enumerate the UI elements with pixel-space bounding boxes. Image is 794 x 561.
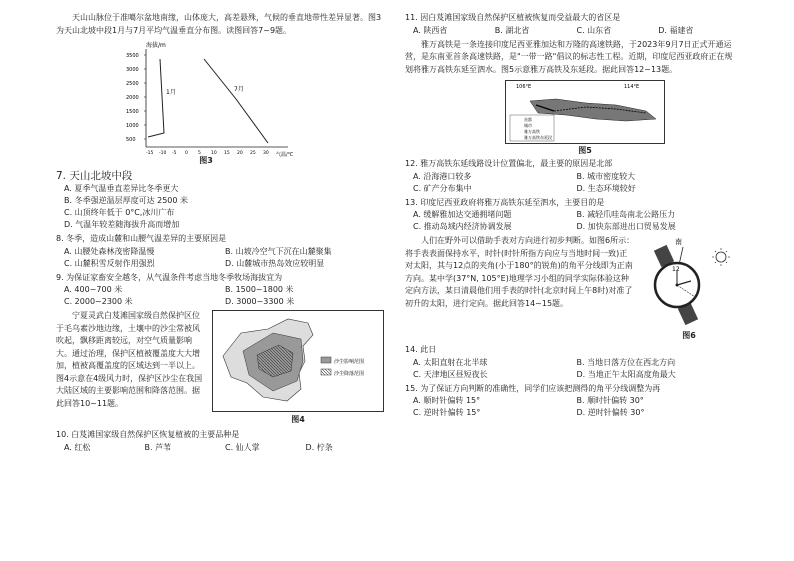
q10-option-a[interactable]: A. 红松 [64,442,91,452]
q15-stem: 15. 为了保证方向判断的准确性，同学们应该把测得的角平分线调整为再 [405,383,661,393]
fig3-xtick: 30 [263,151,269,156]
fig3-xtick: 15 [224,151,230,156]
q13-option-a[interactable]: A. 缓解雅加达交通拥堵问题 [413,210,512,219]
legend-capital: 首都 [524,117,532,122]
q11-option-c[interactable]: C. 山东省 [576,25,612,35]
q15-option-c[interactable]: C. 逆时针偏转 15° [413,408,481,417]
q7-option-a[interactable]: A. 夏季气温垂直差异比冬季更大 [64,184,179,193]
q13-options [405,209,740,233]
passage-baijitan-block [56,310,386,425]
fig3-xtick: -10 [159,151,167,156]
q9-option-a[interactable]: A. 400~700 米 [64,285,123,294]
q15-option-a[interactable]: A. 顺时针偏转 15° [413,396,481,405]
passage-tianshan: 天山山脉位于准噶尔盆地南缘，山体庞大，高差悬殊，气候的垂直地带性差异显著。图3为天山北坡中段1月与7月平均气温垂直分布图。读图回答7~9题。 [56,13,382,35]
fig3-ytick: 500 [126,137,136,143]
q10-option-b[interactable]: B. 芦苇 [144,442,172,452]
q9-option-c[interactable]: C. 2000~2300 米 [64,297,133,306]
fig3-ytick: 3500 [126,53,139,59]
q8-options [56,246,386,270]
fig3-ytick: 1500 [126,109,139,115]
q9-option-d[interactable]: D. 3000~3300 米 [225,297,295,306]
fig5-caption: 图5 [578,146,592,155]
south-label: 南 [675,238,682,246]
lon-114: 114°E [624,84,640,90]
q8-option-a[interactable]: A. 山腰处森林茂密降温慢 [64,246,155,256]
fig3-xtick: -15 [146,151,154,156]
java-railway-map [505,80,665,144]
q12-stem: 12. 雅万高铁东延线路设计位置偏北，最主要的原因是北部 [405,159,613,168]
watch-diagram [639,235,739,330]
fig3-ytick: 1000 [126,123,139,129]
legend-impact-label: 沙尘影响范围 [334,359,365,365]
q12-option-a[interactable]: A. 沿海港口较多 [413,171,472,181]
fig6-caption: 图6 [682,331,696,340]
figure-3 [116,39,296,166]
china-dust-map [212,310,384,412]
q10-stem: 10. 白芨滩国家级自然保护区恢复植被的主要品种是 [56,430,240,439]
q12-options [405,171,740,195]
q8-option-d[interactable]: D. 山麓城市热岛效应较明显 [225,258,325,268]
q12-option-b[interactable]: B. 城市密度较大 [576,171,636,181]
q9-options [56,284,386,308]
q9-option-b[interactable]: B. 1500~1800 米 [225,285,294,294]
q8-option-c[interactable]: C. 山麓积雪反射作用强烈 [64,258,155,268]
passage-watch-block [405,235,740,341]
fig3-caption: 图3 [199,156,213,165]
q14-option-c[interactable]: C. 天津地区昼短夜长 [413,369,488,379]
legend-railway: 雅万高铁 [524,129,540,134]
right-column [405,12,740,419]
q14-stem: 14. 此日 [405,345,437,354]
jul-label: 7月 [234,86,244,93]
passage-watch: 人们在野外可以借助手表对方向进行初步判断。如图6所示：将手表表面保持水平，时针(时针所指方向应与当地时间一致)正对太阳，其与12点的夹角(小于180°的锐角)的角平分线即为正南方向。某中学(37°N, 105°E)地理学习小组的同学实际体验这种定向方法，某日清晨他们用手表的时针(北京时间上午8时)对准了初升的太阳，进行定向。据此回答14~15题。 [405,236,635,308]
q15-option-d[interactable]: D. 逆时针偏转 30° [576,408,645,417]
q15-options [405,395,740,419]
q11-option-d[interactable]: D. 福建省 [658,25,694,35]
jul-curve [204,59,268,143]
lon-106: 106°E [516,84,532,90]
figure-6 [639,235,739,341]
fig3-ytick: 3000 [126,67,139,73]
passage-jakarta-bandung: 雅万高铁是一条连接印度尼西亚雅加达和万隆的高速铁路，于2023年9月7日正式开通运营，是东南亚首条高速铁路，是"一带一路"倡议的标志性工程。近期，印度尼西亚政府正在规划将雅万高铁东延至泗水。图5示意雅万高铁及东延段。据此回答12~13题。 [405,39,733,74]
q13-option-b[interactable]: B. 减轻爪哇岛南北公路压力 [576,210,676,219]
q10-option-c[interactable]: C. 仙人掌 [225,442,260,452]
figure-5 [505,80,665,156]
watch-12: 12 [672,266,680,273]
q7-option-d[interactable]: D. 气温年较差随海拔升高而增加 [64,220,180,229]
legend-city: 城市 [524,123,532,128]
q12-option-c[interactable]: C. 矿产分布集中 [413,183,472,193]
fig3-ylabel: 海拔/m [146,42,166,49]
temperature-profile-chart [116,39,296,159]
q14-option-b[interactable]: B. 当地日落方位在西北方向 [576,357,676,367]
q13-option-d[interactable]: D. 加快东部进出口贸易发展 [576,222,676,231]
fig3-xtick: 25 [250,151,256,156]
fig4-caption: 图4 [291,415,305,424]
passage-baijitan: 宁夏灵武白芨滩国家级自然保护区位于毛乌素沙地边缘，土壤中的沙尘常被风吹起，飘移距离较远，对空气质量影响大。通过治理，保护区植被覆盖度大大增加，植被高覆盖度的区域达到一半以上。图4示意在4级风力时，保护区沙尘在我国大陆区域的主要影响范围和降落范围。据此回答10~11题。 [56,311,203,408]
q14-option-a[interactable]: A. 太阳直射在北半球 [413,357,488,367]
fig3-xtick: 10 [211,151,217,156]
q11-option-a[interactable]: A. 陕西省 [413,25,448,35]
jan-curve [148,59,164,137]
q8-option-b[interactable]: B. 山坡冷空气下沉在山麓聚集 [225,246,332,256]
q9-stem: 9. 为保证家畜安全越冬，从气温条件考虑当地冬季牧场海拔宜为 [56,272,283,282]
q14-option-d[interactable]: D. 当地正午太阳高度角最大 [576,369,676,379]
q11-option-b[interactable]: B. 湖北省 [494,25,530,35]
q11-stem: 11. 因白芨滩国家级自然保护区植被恢复而受益最大的省区是 [405,13,621,22]
q8-stem: 8. 冬季，造成山麓和山腰气温差异的主要原因是 [56,234,227,243]
q7-option-b[interactable]: B. 冬季强逆温层厚度可达 2500 米 [64,196,189,205]
figure-4 [212,310,384,425]
fig3-xtick: 20 [237,151,243,156]
fig3-xtick: 0 [185,151,188,156]
fig3-xtick: -5 [172,151,177,156]
q7-options [56,183,386,231]
q10-option-d[interactable]: D. 柠条 [305,442,333,452]
fig3-ytick: 2500 [126,81,139,87]
sun-icon [716,252,726,262]
q7-option-c[interactable]: C. 山顶终年低于 0°C,冰川广布 [64,208,175,217]
q13-stem: 13. 印度尼西亚政府将雅万高铁东延至泗水，主要目的是 [405,197,605,207]
fig3-ytick: 2000 [126,95,139,101]
fig3-xtick: 5 [198,151,201,156]
legend-fall-label: 沙尘降落范围 [334,371,365,377]
q12-option-d[interactable]: D. 生态环境较好 [576,183,636,193]
q13-option-c[interactable]: C. 推动岛域内经济协调发展 [413,222,512,231]
left-column [56,12,386,454]
q15-option-b[interactable]: B. 顺时针偏转 30° [576,396,644,405]
q10-options [56,442,386,454]
jan-label: 1月 [166,89,176,96]
q14-options [405,357,740,381]
q11-options [405,25,740,37]
legend-extension: 雅万高铁东延段 [524,135,552,140]
q7-stem: 7. 天山北坡中段 [56,170,133,182]
fig3-xlabel: 气温/℃ [276,152,294,158]
